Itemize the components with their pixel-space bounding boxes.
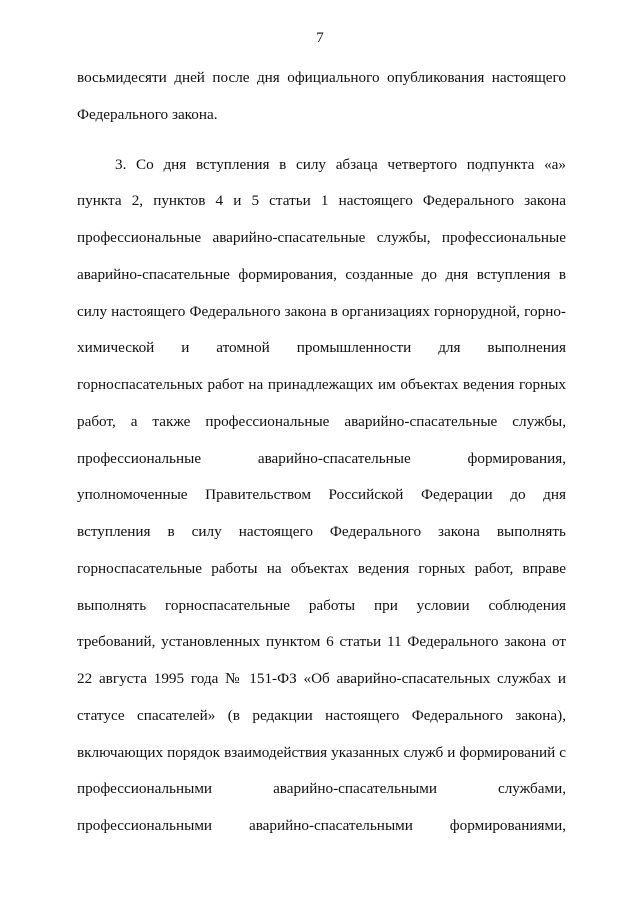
document-body xyxy=(77,60,566,845)
text-line: профессиональные аварийно-спасательные службы, профессиональные xyxy=(77,229,566,246)
text-line: включающих порядок взаимодействия указанных служб и формирований с xyxy=(77,743,566,761)
text-line: аварийно-спасательные формирования, созданные до дня вступления в xyxy=(77,265,566,283)
paragraph-intro xyxy=(77,60,566,134)
text-line: Федерального закона. xyxy=(77,105,218,123)
text-line: статусе спасателей» (в редакции настоящего Федерального закона), xyxy=(77,706,566,724)
paragraph-item-3 xyxy=(77,147,566,845)
text-line: требований, установленных пунктом 6 статьи 11 Федерального закона от xyxy=(77,633,566,651)
text-line: горноспасательных работ на принадлежащих им объектах ведения горных xyxy=(77,376,566,393)
text-line: профессиональными аварийно-спасательными службами, xyxy=(77,780,566,798)
text-line: силу настоящего Федерального закона в организациях горнорудной, горно- xyxy=(77,302,566,320)
text-line: работ, а также профессиональные аварийно-спасательные службы, xyxy=(77,412,566,430)
text-line: 3. Со дня вступления в силу абзаца четвертого подпункта «а» xyxy=(115,155,566,173)
text-line: восьмидесяти дней после дня официального опубликования настоящего xyxy=(77,69,566,86)
text-line: химической и атомной промышленности для выполнения xyxy=(77,339,566,357)
text-line: горноспасательные работы на объектах ведения горных работ, вправе xyxy=(77,559,566,577)
text-line: профессиональными аварийно-спасательными формированиями, xyxy=(77,817,566,834)
text-line: пункта 2, пунктов 4 и 5 статьи 1 настоящего Федерального закона xyxy=(77,192,566,210)
text-line: вступления в силу настоящего Федерального закона выполнять xyxy=(77,523,566,540)
text-line: выполнять горноспасательные работы при условии соблюдения xyxy=(77,596,566,614)
text-line: профессиональные аварийно-спасательные формирования, xyxy=(77,449,566,467)
page-number: 7 xyxy=(316,30,324,46)
text-line: 22 августа 1995 года № 151-ФЗ «Об аварийно-спасательных службах и xyxy=(77,670,566,687)
text-line: уполномоченные Правительством Российской Федерации до дня xyxy=(77,486,566,504)
